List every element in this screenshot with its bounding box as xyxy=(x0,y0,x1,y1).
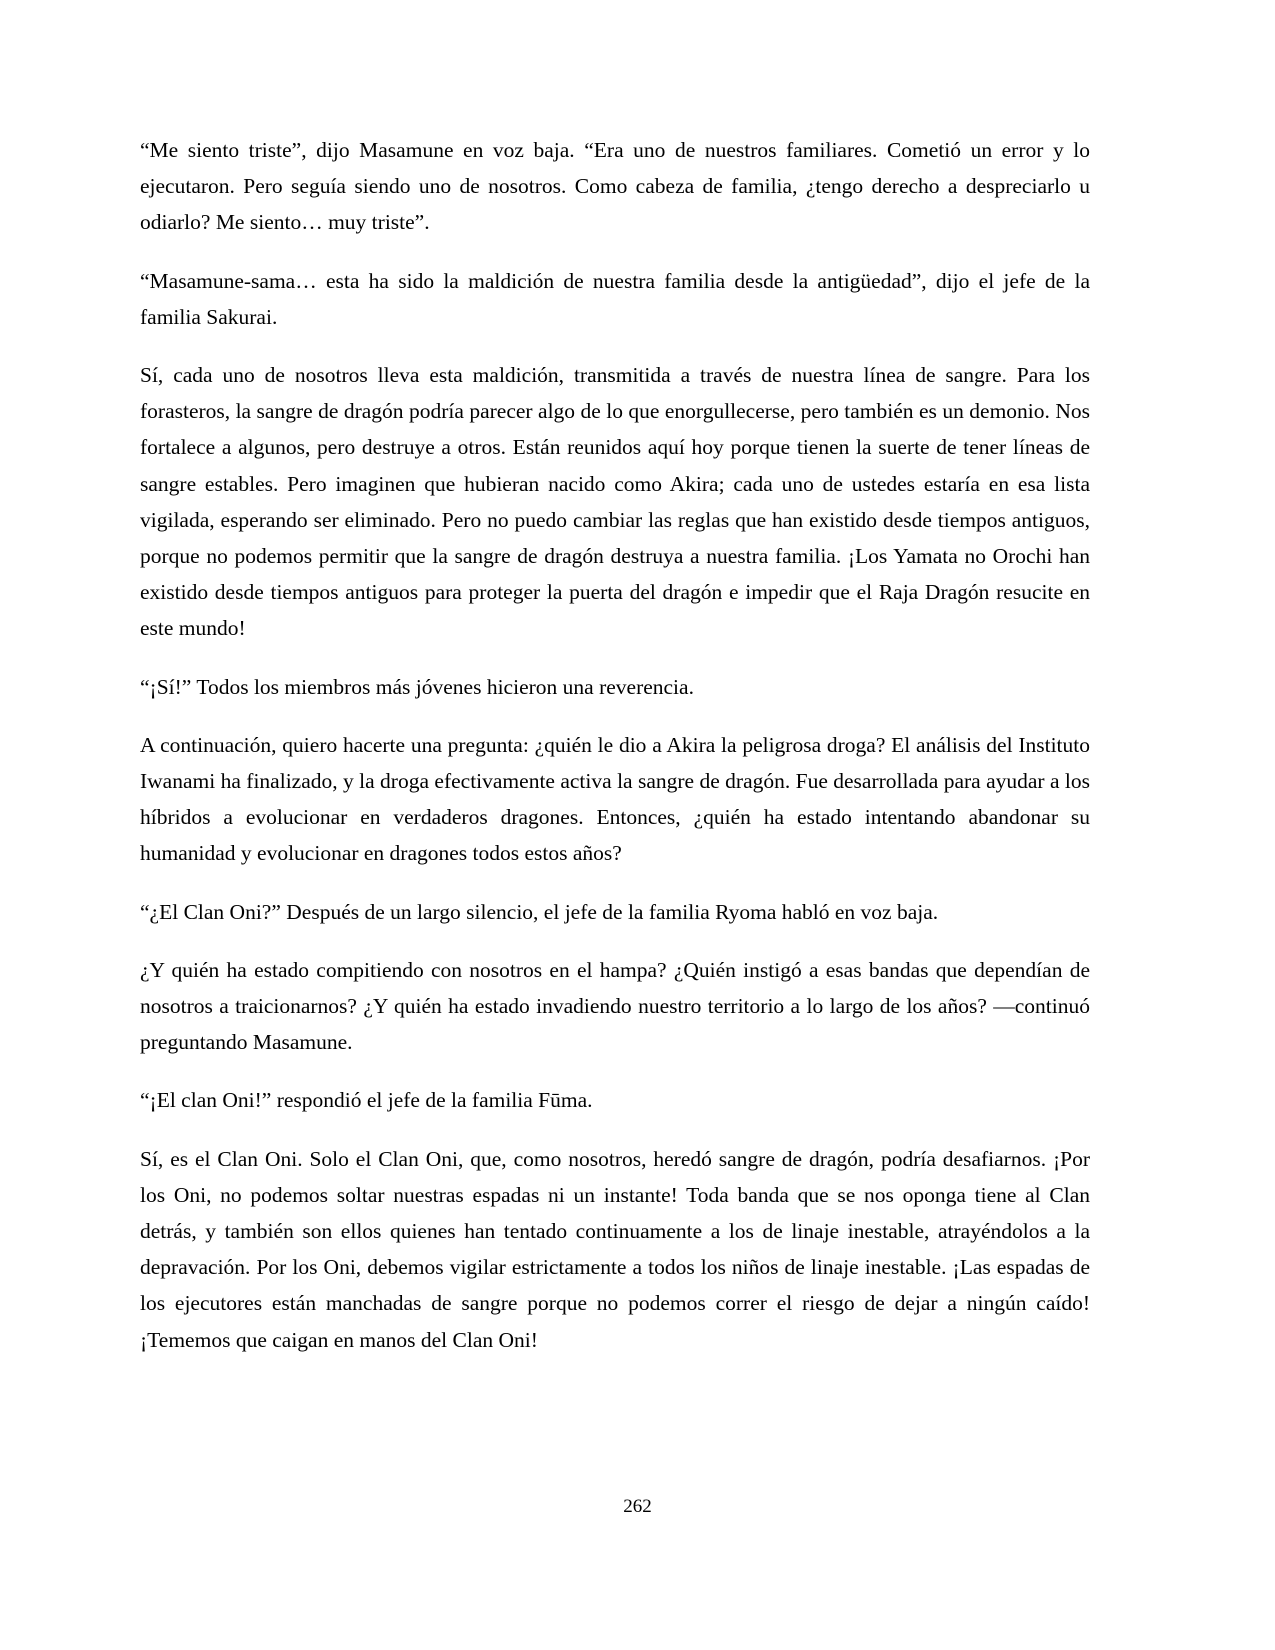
paragraph: Sí, cada uno de nosotros lleva esta maldición, transmitida a través de nuestra línea de sangre. Para los forasteros, la sangre de dragón podría parecer algo de lo que enorgullecerse, pero también es un demonio. Nos fortalece a algunos, pero destruye a otros. Están reunidos aquí hoy porque tienen la suerte de tener líneas de sangre estables. Pero imaginen que hubieran nacido como Akira; cada uno de ustedes estaría en esa lista vigilada, esperando ser eliminado. Pero no puedo cambiar las reglas que han existido desde tiempos antiguos, porque no podemos permitir que la sangre de dragón destruya a nuestra familia. ¡Los Yamata no Orochi han existido desde tiempos antiguos para proteger la puerta del dragón e impedir que el Raja Dragón resucite en este mundo! xyxy=(140,363,1090,641)
paragraph: ¿Y quién ha estado compitiendo con nosotros en el hampa? ¿Quién instigó a esas bandas que dependían de nosotros a traicionarnos? ¿Y quién ha estado invadiendo nuestro territorio a lo largo de los años? —continuó preguntando Masamune. xyxy=(140,957,1090,1055)
paragraph: Sí, es el Clan Oni. Solo el Clan Oni, que, como nosotros, heredó sangre de dragón, podría desafiarnos. ¡Por los Oni, no podemos soltar nuestras espadas ni un instante! Toda banda que se nos oponga tiene al Clan detrás, y también son ellos quienes han tentado continuamente a los de linaje inestable, atrayéndolos a la depravación. Por los Oni, debemos vigilar estrictamente a todos los niños de linaje inestable. ¡Las espadas de los ejecutores están manchadas de sangre porque no podemos correr el riesgo de dejar a ningún caído! ¡Tememos que caigan en manos del Clan Oni! xyxy=(140,1146,1090,1352)
paragraph: “Masamune-sama… esta ha sido la maldición de nuestra familia desde la antigüedad”, dijo el jefe de la familia Sakurai. xyxy=(140,268,1090,329)
paragraph: “¿El Clan Oni?” Después de un largo silencio, el jefe de la familia Ryoma habló en voz baja. xyxy=(140,899,939,924)
page-body-text xyxy=(140,132,1090,1358)
paragraph: A continuación, quiero hacerte una pregunta: ¿quién le dio a Akira la peligrosa droga? El análisis del Instituto Iwanami ha finalizado, y la droga efectivamente activa la sangre de dragón. Fue desarrollada para ayudar a los híbridos a evolucionar en verdaderos dragones. Entonces, ¿quién ha estado intentando abandonar su humanidad y evolucionar en dragones todos estos años? xyxy=(140,732,1090,866)
page-number: 262 xyxy=(623,1496,652,1517)
paragraph: “¡Sí!” Todos los miembros más jóvenes hicieron una reverencia. xyxy=(140,674,694,699)
paragraph: “¡El clan Oni!” respondió el jefe de la familia Fūma. xyxy=(140,1088,593,1113)
paragraph: “Me siento triste”, dijo Masamune en voz baja. “Era uno de nuestros familiares. Cometió un error y lo ejecutaron. Pero seguía siendo uno de nosotros. Como cabeza de familia, ¿tengo derecho a despreciarlo u odiarlo? Me siento… muy triste”. xyxy=(140,138,1090,235)
